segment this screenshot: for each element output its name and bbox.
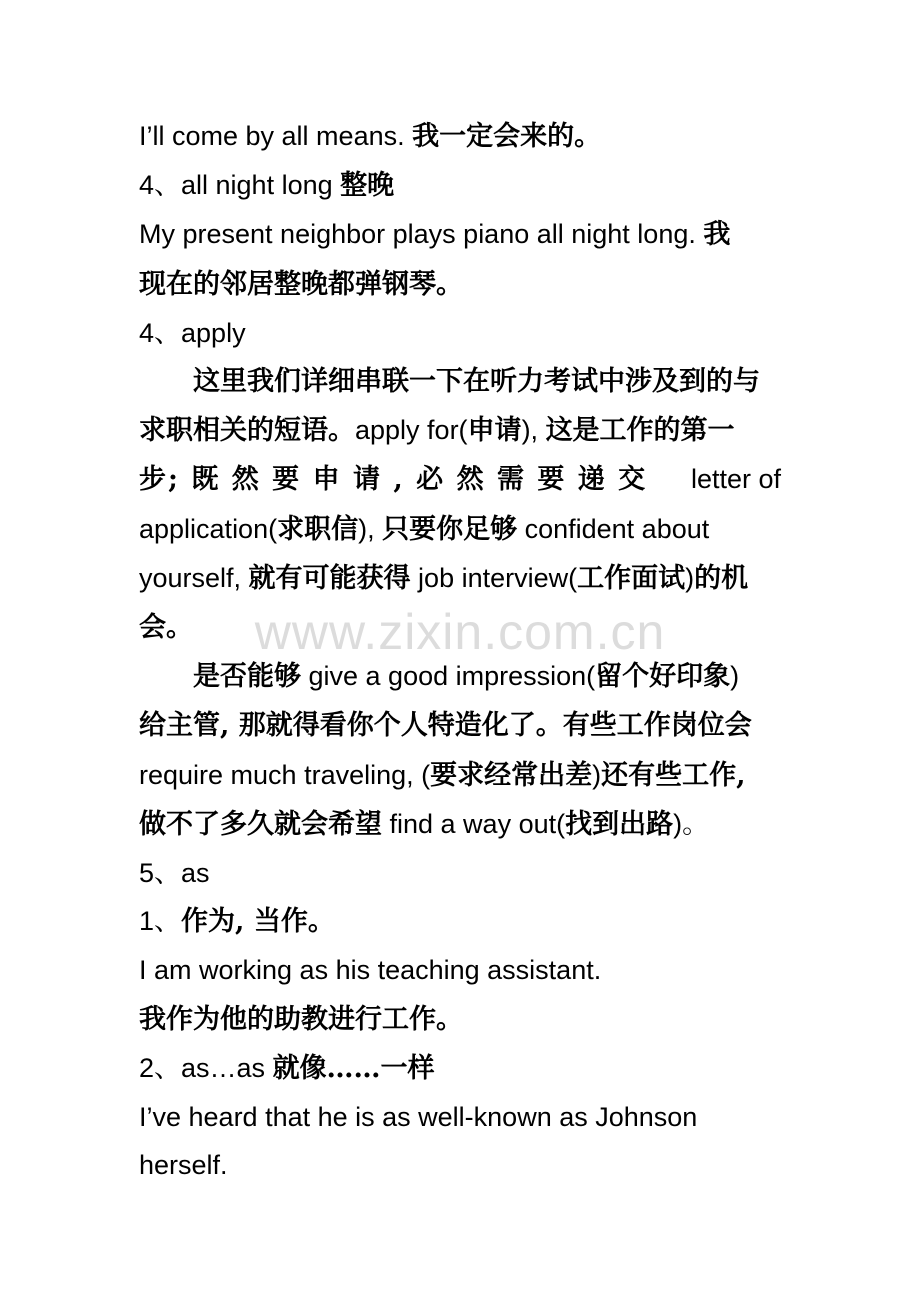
chinese-text: 还有些工作,: [601, 759, 746, 791]
chinese-text: 步; 既 然 要 申 请 , 必 然 需 要 递 交: [139, 464, 648, 496]
english-text: I’ll come by all means.: [139, 121, 413, 151]
watermark: www.zixin.com.cn: [254, 604, 666, 660]
chinese-text: 整晚: [340, 170, 395, 202]
section-heading: [139, 161, 781, 210]
chinese-text: 给主管, 那就得看你个人特造化了。有些工作岗位会: [139, 710, 752, 742]
chinese-text: 这里我们详细串联一下在听力考试中涉及到的与: [193, 366, 760, 398]
text-line: [139, 112, 781, 161]
chinese-text: 就有可能获得: [248, 562, 411, 594]
chinese-text: 只要你足够: [382, 513, 518, 545]
text-line: [139, 603, 781, 652]
section-heading: [139, 309, 781, 357]
english-text: ),: [521, 415, 546, 446]
english-text: yourself,: [139, 562, 249, 593]
document-body: [139, 112, 781, 1189]
text-line: [139, 554, 781, 603]
text-line: [139, 995, 781, 1044]
english-text: 4、apply: [139, 317, 246, 348]
english-text: ): [730, 661, 740, 692]
chinese-text: 我: [703, 219, 731, 251]
english-text: 4、all night long: [139, 170, 341, 201]
text-line: [139, 1141, 781, 1189]
english-text: 5、as: [139, 858, 210, 889]
text-line: [139, 357, 781, 406]
text-line: [139, 210, 781, 259]
chinese-text: 找到出路: [565, 808, 674, 840]
chinese-text: 就像……一样: [272, 1052, 435, 1084]
text-line: [139, 897, 781, 946]
english-text: herself.: [139, 1150, 228, 1181]
english-text: give a good impression(: [301, 661, 596, 692]
chinese-text: 现在的邻居整晚都弹钢琴。: [139, 268, 463, 300]
chinese-text: 求职相关的短语。: [139, 415, 355, 447]
text-line: [139, 701, 781, 750]
english-text: My present neighbor plays piano all night long.: [139, 219, 704, 250]
english-text: 1、: [139, 906, 182, 937]
english-text: apply for(: [355, 415, 468, 446]
chinese-text: 做不了多久就会希望: [139, 808, 382, 840]
text-line: [139, 652, 781, 701]
section-heading: [139, 849, 781, 897]
chinese-text: 这是工作的第一: [545, 415, 735, 447]
chinese-text: 作为, 当作。: [181, 906, 335, 938]
english-text: ),: [358, 513, 383, 544]
text-line: [139, 505, 781, 554]
chinese-text: 的机: [694, 562, 749, 594]
text-line: [139, 406, 781, 455]
english-text: require much traveling, (: [139, 759, 431, 790]
chinese-text: 求职信: [277, 513, 359, 545]
english-text: I am working as his teaching assistant.: [139, 955, 602, 986]
english-text: confident about: [517, 513, 710, 544]
english-text: find a way out(: [382, 808, 566, 839]
chinese-text: 我作为他的助教进行工作。: [139, 1003, 463, 1035]
english-text: application(: [139, 513, 278, 544]
text-line: [139, 751, 781, 800]
english-text: I’ve heard that he is as well-known as Johnson: [139, 1102, 698, 1133]
text-line: [139, 946, 781, 994]
chinese-text: 是否能够: [193, 661, 301, 693]
text-line: [139, 1044, 781, 1093]
chinese-text: 会。: [139, 612, 193, 644]
chinese-text: 工作面试: [577, 562, 686, 594]
english-text: letter of: [690, 464, 781, 495]
chinese-text: 留个好印象: [595, 661, 731, 693]
english-text: )。: [673, 808, 710, 839]
text-line: [139, 1093, 781, 1141]
english-text: job interview(: [410, 562, 578, 593]
english-text: 2、as…as: [139, 1052, 273, 1083]
chinese-text: 要求经常出差: [430, 759, 593, 791]
english-text: ): [592, 759, 602, 790]
text-line: [139, 260, 781, 309]
text-line: [139, 800, 781, 849]
chinese-text: 申请: [467, 415, 522, 447]
chinese-text: 我一定会来的。: [412, 121, 602, 152]
text-line: [139, 455, 781, 504]
english-text: ): [685, 562, 695, 593]
